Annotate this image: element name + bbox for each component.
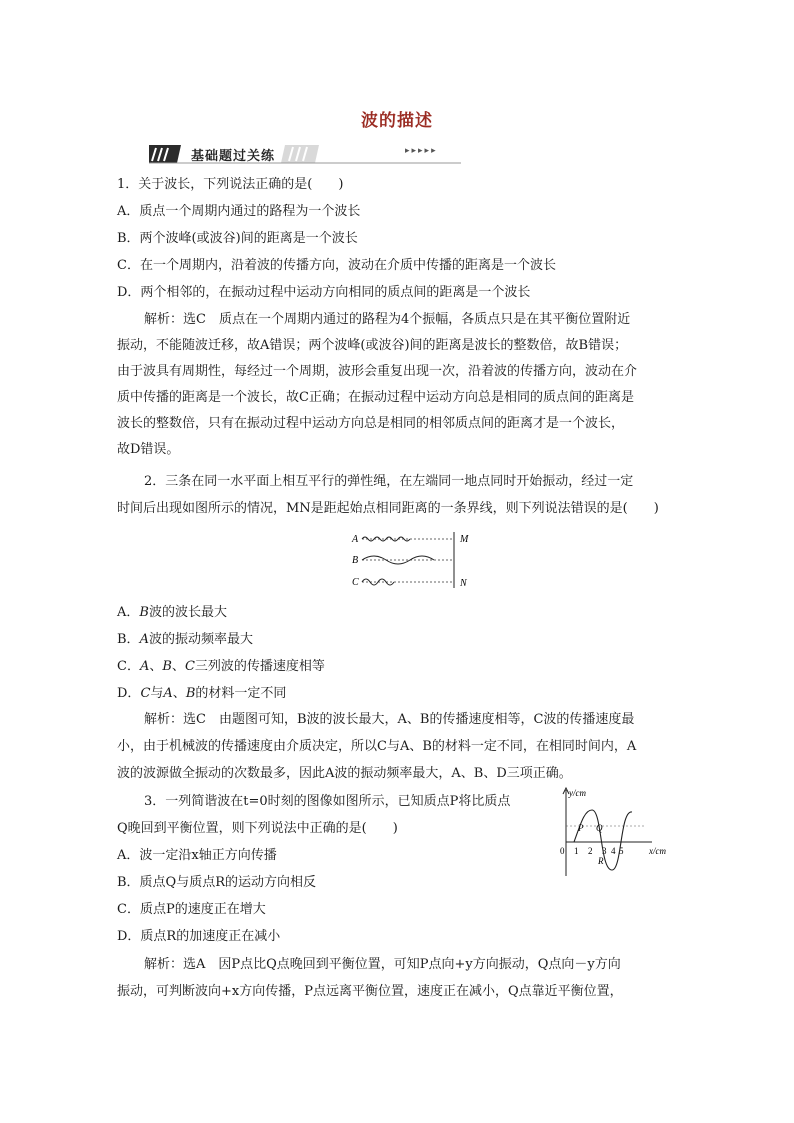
q2-stem-line: 2．三条在同一水平面上相互平行的弹性绳，在左端同一地点同时开始振动，经过一定	[144, 474, 634, 489]
q2-option-d: D．C与A、B的材料一定不同	[117, 686, 287, 701]
banner-arrows: ▸▸▸▸▸	[405, 146, 438, 156]
q1-option-c: C．在一个周期内，沿着波的传播方向，波动在介质中传播的距离是一个波长	[117, 258, 556, 273]
figure-label-m: M	[460, 534, 469, 545]
section-label: 基础题过关练	[191, 149, 276, 164]
q2-analysis-line: 解析：选C 由题图可知，B波的波长最大，A、B的传播速度相等，C波的传播速度最	[144, 712, 635, 727]
section-banner	[147, 144, 461, 164]
q2-option-a: A．B波的波长最大	[117, 605, 227, 620]
figure-label-a: A	[352, 534, 359, 545]
q1-analysis-line: 解析：选C 质点在一个周期内通过的路程为4个振幅，各质点只是在其平衡位置附近	[144, 312, 631, 327]
q2-option-c: C．A、B、C三列波的传播速度相等	[117, 659, 325, 674]
q1-option-d: D．两个相邻的，在振动过程中运动方向相同的质点间的距离是一个波长	[117, 285, 531, 300]
figure-label-c: C	[352, 577, 359, 588]
q3-option-d: D．质点R的加速度正在减小	[117, 929, 281, 944]
q2-analysis-line: 波的波源做全振动的次数最多，因此A波的振动频率最大，A、B、D三项正确。	[117, 766, 572, 781]
tick-1: 1	[574, 846, 579, 856]
q1-analysis-line: 故D错误。	[117, 442, 180, 457]
tick-3: 3	[602, 846, 607, 856]
y-axis-label: y/cm	[569, 788, 586, 798]
q3-option-c: C．质点P的速度正在增大	[117, 902, 266, 917]
tick-4: 4	[611, 846, 616, 856]
x-axis-label: x/cm	[649, 846, 666, 856]
figure-label-b: B	[352, 555, 359, 566]
q2-option-b: B．A波的振动频率最大	[117, 632, 253, 647]
q3-stem-line: 3．一列简谐波在t=0时刻的图像如图所示，已知质点P将比质点	[144, 794, 511, 809]
point-r-label: R	[598, 856, 604, 866]
q1-option-b: B．两个波峰(或波谷)间的距离是一个波长	[117, 231, 358, 246]
page-title: 波的描述	[361, 111, 433, 131]
point-q-label: Q	[596, 823, 603, 833]
q1-analysis-line: 由于波具有周期性，每经过一个周期，波形会重复出现一次，沿着波的传播方向，波动在介	[117, 364, 638, 379]
q3-analysis-line: 解析：选A 因P点比Q点晚回到平衡位置，可知P点向+y方向振动，Q点向－y方向	[144, 957, 621, 972]
q1-option-a: A．质点一个周期内通过的路程为一个波长	[117, 204, 361, 219]
q1-analysis-line: 波长的整数倍，只有在振动过程中运动方向总是相同的相邻质点间的距离才是一个波长，	[117, 416, 625, 431]
q3-analysis-line: 振动，可判断波向+x方向传播，P点远离平衡位置，速度正在减小，Q点靠近平衡位置，	[117, 984, 623, 999]
q1-analysis-line: 质中传播的距离是一个波长，故C正确；在振动过程中运动方向总是相同的质点间的距离是	[117, 390, 634, 405]
point-p-label: P	[578, 823, 584, 833]
q1-stem: 1．关于波长，下列说法正确的是( )	[117, 177, 344, 192]
q3-option-b: B．质点Q与质点R的运动方向相反	[117, 875, 316, 890]
q3-stem-line: Q晚回到平衡位置，则下列说法中正确的是( )	[117, 821, 398, 836]
q1-analysis-line: 振动，不能随波迁移，故A错误；两个波峰(或波谷)间的距离是波长的整数倍，故B错误；	[117, 338, 628, 353]
q3-option-a: A．波一定沿x轴正方向传播	[117, 848, 277, 863]
q2-three-waves-figure	[348, 530, 476, 592]
tick-5: 5	[619, 846, 624, 856]
tick-2: 2	[588, 846, 593, 856]
q3-wave-graph-figure	[556, 786, 680, 878]
figure-label-n: N	[460, 578, 467, 589]
q2-stem-line: 时间后出现如图所示的情况，MN是距起始点相同距离的一条界线，则下列说法错误的是( )	[117, 501, 659, 516]
q2-analysis-line: 小，由于机械波的传播速度由介质决定，所以C与A、B的材料一定不同，在相同时间内，A	[117, 739, 637, 754]
tick-0: 0	[560, 846, 565, 856]
